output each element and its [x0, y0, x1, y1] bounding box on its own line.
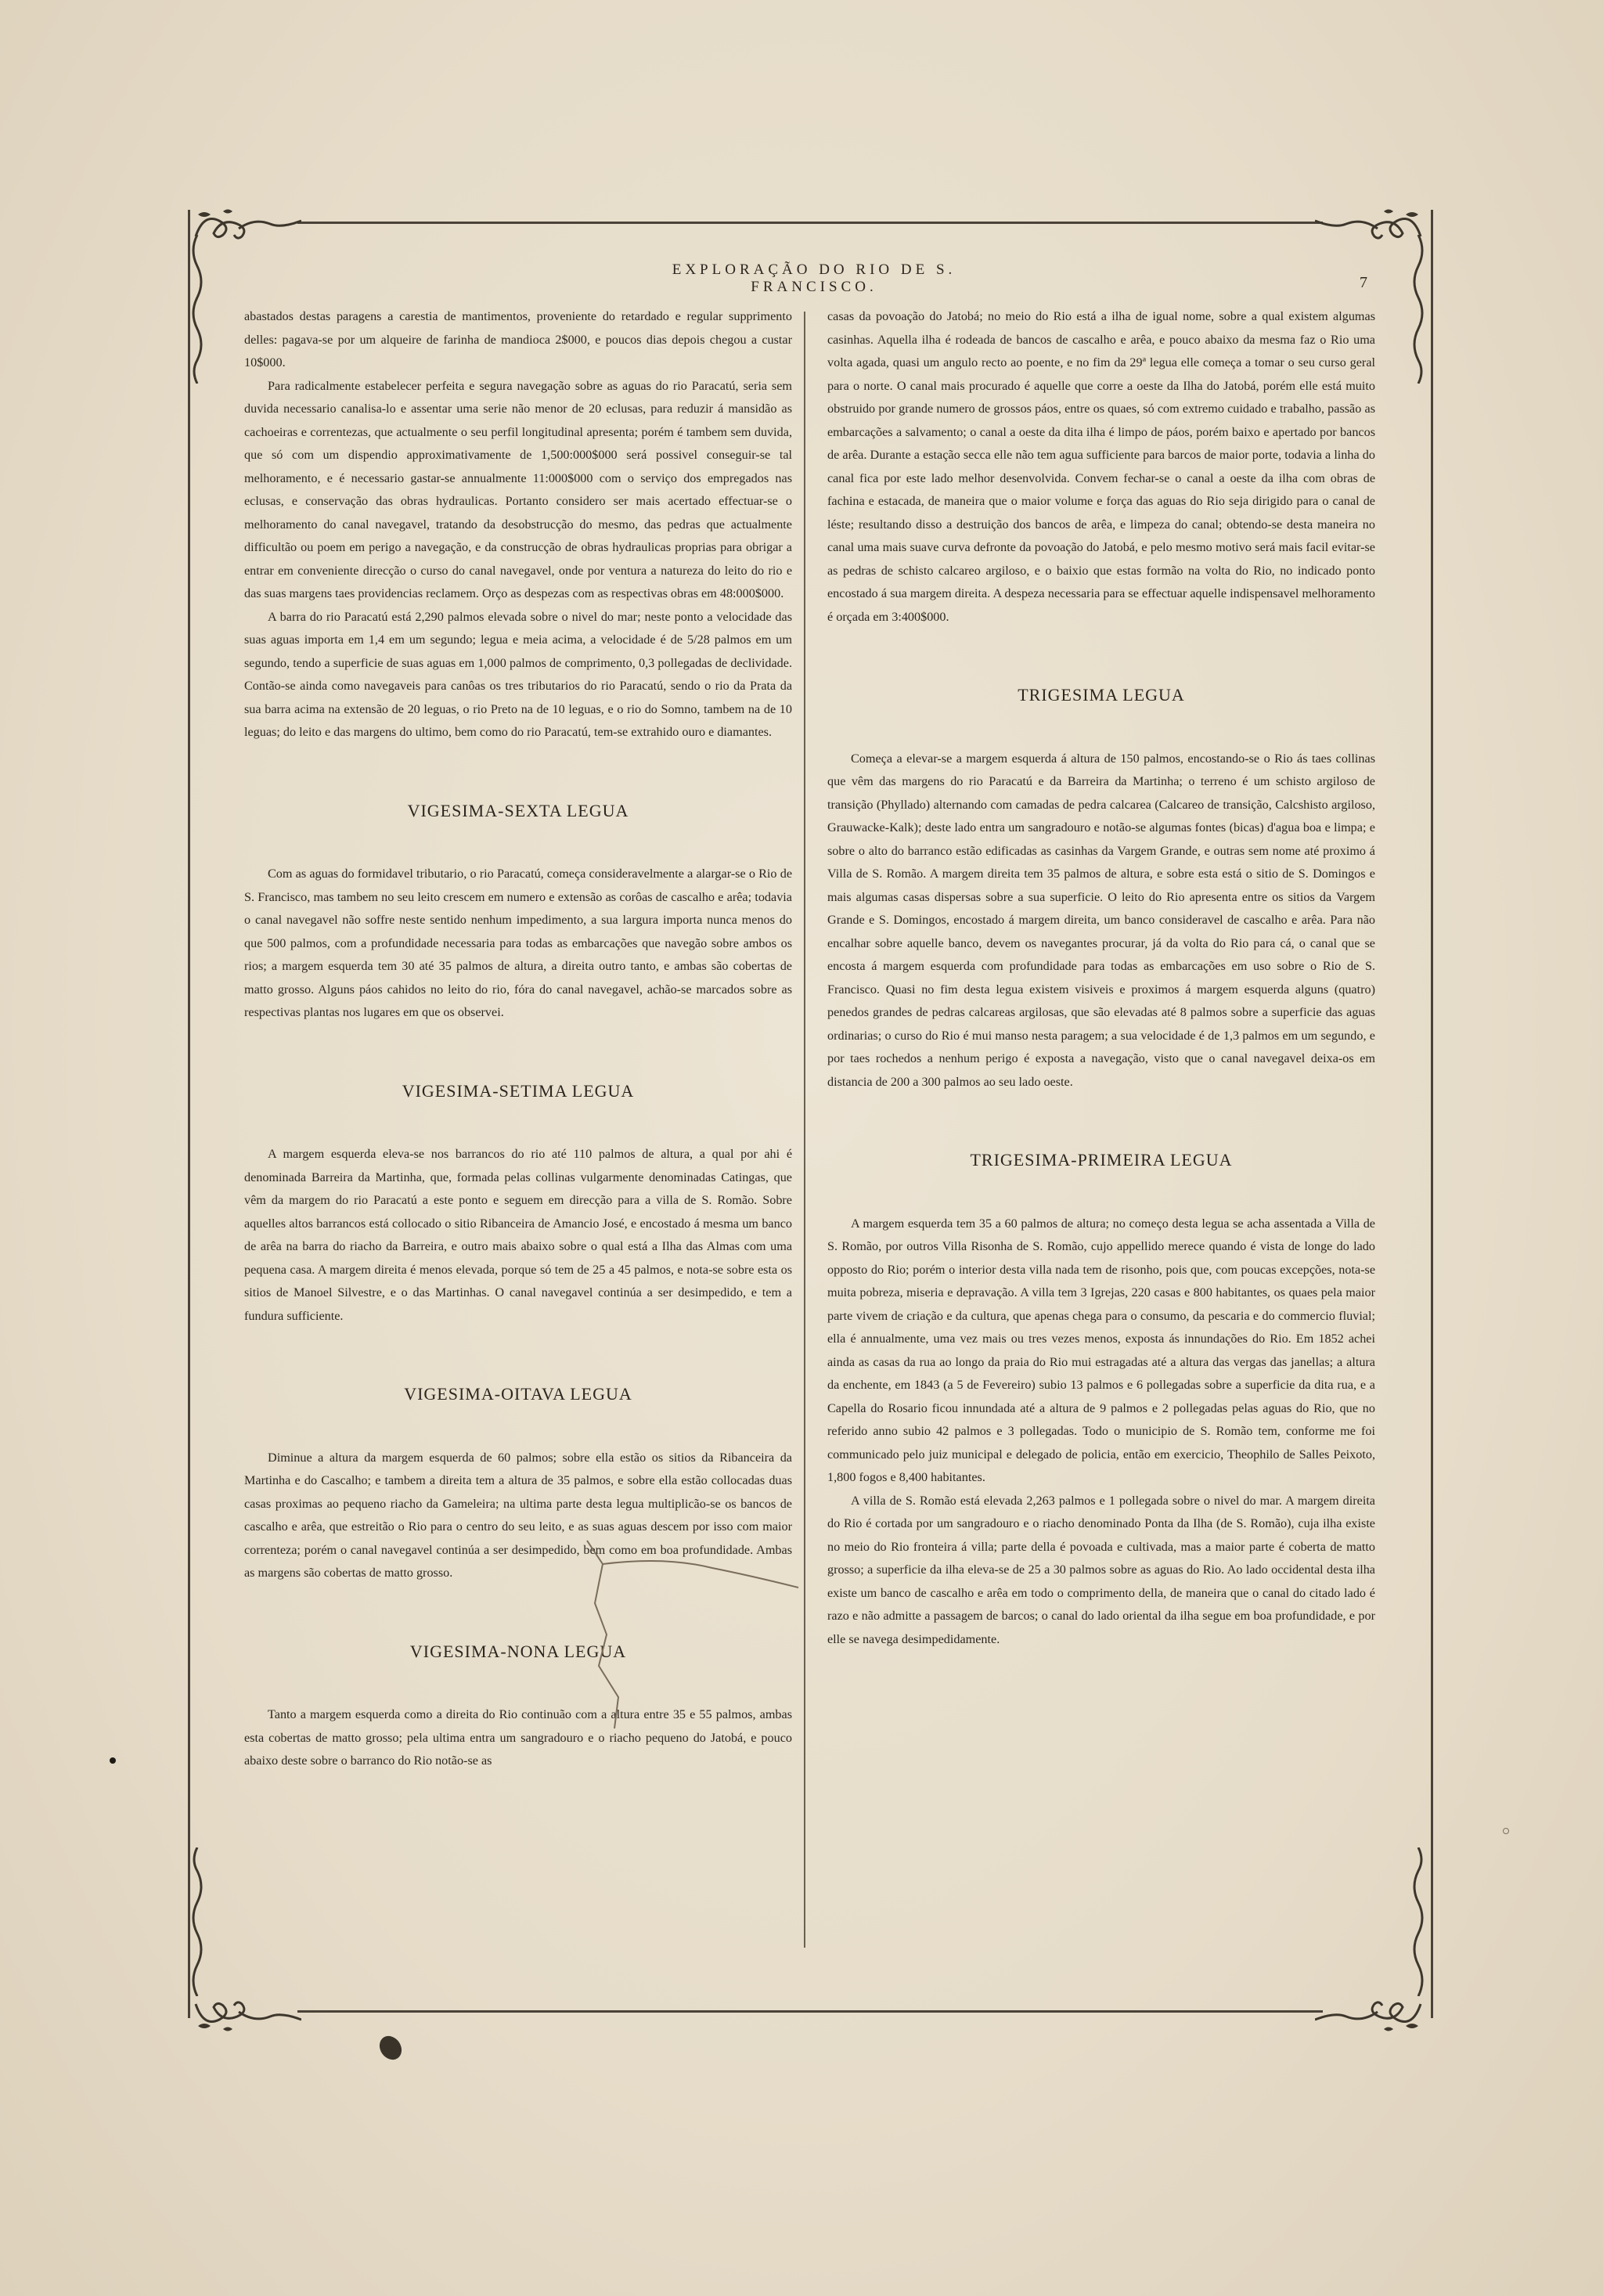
running-title: EXPLORAÇÃO DO RIO DE S. FRANCISCO. [672, 261, 956, 295]
paragraph: A margem esquerda tem 35 a 60 palmos de altura; no começo desta legua se acha assentada a Villa de S. Romão, por outros Villa Risonha de S. Romão, cujo appellido merece quando é vista de longe do lado opposto do Rio; porém o interior desta villa nada tem de risonho, pois que, com poucas excepções, nota-se muita pobreza, miseria e depravação. A villa tem 3 Igrejas, 220 casas e 800 habitantes, os quaes pela maior parte vivem de criação e da cultura, que apenas chega para o consumo, da pescaria e do commercio fluvial; ella é annualmente, uma vez mais ou tres vezes menos, exposta ás innundações do Rio. Em 1852 achei ainda as casas da rua ao longo da praia do Rio mui estragadas até a altura das vergas das janellas; a altura da enchente, em 1843 (a 5 de Fevereiro) subio 13 palmos e 6 pollegadas sobre a superficie da dita rua, e a Capella do Rosario ficou innundada até a altura de 9 palmos e 2 pollegadas pelas aguas do Rio, que no referido anno subio 42 palmos e 3 pollegadas. Todo o municipio de S. Romão tem, conforme me foi communicado pelo juiz municipal e delegado de policia, então em exercicio, Theophilo de Salles Peixoto, 1,800 fogos e 8,400 habitantes. [827, 1216, 1375, 1484]
corner-ornament-top-left [192, 205, 301, 252]
side-scroll-ornament [188, 1847, 207, 1996]
side-scroll-ornament [1409, 235, 1428, 384]
paragraph: A barra do rio Paracatú está 2,290 palmos elevada sobre o nivel do mar; neste ponto a velocidade das suas aguas importa em 1,4 em um segundo; legua e meia acima, a velocidade é de 5/28 palmos em um segundo, tendo a superficie de suas aguas em 1,000 palmos de comprimento, 0,3 pollegadas de declividade. Contão-se ainda como navegaveis para canôas os tres tributarios do rio Paracatú, sendo o rio da Prata da sua barra acima na extensão de 20 leguas, o rio Preto na de 10 leguas, e o rio do Somno, tambem na de 10 leguas; do leito e das margens do ultimo, bem como do rio Paracatú, tem-se extrahido ouro e diamantes. [244, 609, 792, 739]
right-column [827, 305, 1375, 1651]
paragraph: abastados destas paragens a carestia de mantimentos, proveniente do retardado e regular supprimento delles: pagava-se por um alqueire de farinha de mandioca 2$000, e poucos dias depois chegou a custar 10$000. [244, 309, 792, 369]
corner-ornament-top-right [1315, 205, 1425, 252]
bottom-rule [297, 2010, 1323, 2013]
paragraph: Com as aguas do formidavel tributario, o rio Paracatú, começa consideravelmente a alargar-se o Rio de S. Francisco, mas tambem no seu leito crescem em numero e extensão as corôas de cascalho e arêa; todavia o canal navegavel não soffre neste sentido nenhum impedimento, a sua largura importa nunca menos do que 500 palmos, com a profundidade necessaria para todas as embarcações que navegão sobre ambos os rios; a margem esquerda tem 30 até 35 palmos de altura, a direita outro tanto, e ambas são cobertas de matto grosso. Alguns páos cahidos no leito do rio, fóra do canal navegavel, achão-se marcados sobre as respectivas plantas nos lugares em que os observei. [244, 867, 792, 1019]
ink-dot [110, 1757, 116, 1764]
section-heading-27: VIGESIMA-SETIMA LEGUA [402, 1080, 635, 1101]
paragraph: A villa de S. Romão está elevada 2,263 palmos e 1 pollegada sobre o nivel do mar. A margem direita do Rio é cortada por um sangradouro e o riacho denominado Ponta da Ilha (de S. Romão), cuja ilha existe no meio do Rio fronteira á villa; parte della é povoada e cultivada, mas a maior parte é coberta de matto grosso; a superficie da ilha eleva-se de 25 a 30 palmos sobre as aguas do Rio. Ao lado occidental desta ilha existe um banco de cascalho e arêa em todo o comprimento della, de maneira que o canal do citado lado é razo e não admitte a passagem de barcos; o canal do lado oriental da ilha segue em boa profundidade, e por elle se navega desimpedidamente. [827, 1493, 1375, 1646]
paper-mark [1503, 1828, 1509, 1834]
paragraph: casas da povoação do Jatobá; no meio do Rio está a ilha de igual nome, sobre a qual existem algumas casinhas. Aquella ilha é rodeada de bancos de cascalho e arêa, e pouco abaixo da mesma faz o Rio uma volta agada, quasi um angulo recto ao poente, e no fim da 29ª legua elle começa a tomar o seu curso geral para o norte. O canal mais procurado é aquelle que corre a oeste da Ilha do Jatobá, porém elle está muito obstruido por grande numero de grossos páos, entre os quaes, só com extremo cuidado e trabalho, passão as embarcações a salvamento; o canal a oeste da dita ilha é limpo de páos, porém baixo e apertado por bancos de arêa. Durante a estação secca elle não tem agua sufficiente para barcos de maior porte, todavia a linha do canal fica por este lado melhor desenvolvida. Convem fechar-se o canal a oeste da ilha com obras de fachina e estacada, de maneira que o maior volume e força das aguas do Rio seja dirigido para o canal de léste; resultando disso a destruição dos bancos de arêa, e limpeza do canal; obtendo-se desta maneira no canal uma mais suave curva defronte da povoação do Jatobá, e pelo mesmo motivo será mais facil evitar-se as pedras de schisto calcareo argiloso, e o baixio que estas formão na volta do Rio, no indicado ponto encostado á sua margem direita. A despeza necessaria para se effectuar aquelle indispensavel melhoramento é orçada em 3:400$000. [827, 309, 1375, 624]
page-number: 7 [1360, 274, 1367, 291]
section-heading-31: TRIGESIMA-PRIMEIRA LEGUA [970, 1150, 1233, 1170]
paragraph: Tanto a margem esquerda como a direita do Rio continuão com a altura entre 35 e 55 palmos, ambas esta cobertas de matto grosso; pela ultima entra um sangradouro e o riacho pequeno do Jatobá, e pouco abaixo deste sobre o barranco do Rio notão-se as [244, 1707, 792, 1768]
section-heading-30: TRIGESIMA LEGUA [1018, 685, 1185, 705]
paragraph: Diminue a altura da margem esquerda de 60 palmos; sobre ella estão os sitios da Ribanceira da Martinha e do Cascalho; e tambem a direita tem a altura de 35 palmos, e sobre ella estão collocadas duas casas proximas ao pequeno riacho da Gameleira; na ultima parte desta legua multiplicão-se os bancos de cascalho e arêa, que estreitão o Rio para o centro do seu leito, e as suas aguas descem por isso com maior correnteza; porém o canal navegavel continúa a ser desimpedido, bem como em boa profundidade. Ambas as margens são cobertas de matto grosso. [244, 1450, 792, 1580]
paragraph: Para radicalmente estabelecer perfeita e segura navegação sobre as aguas do rio Paracatú, seria sem duvida necessario canalisa-lo e assentar uma serie não menor de 20 eclusas, para reduzir á mansidão as cachoeiras e correntezas, que actualmente o seu perfil longitudinal apresenta; porém é tambem sem duvida, que só com um dispendio approximativamente de 1,500:000$000 será possivel conseguir-se tal melhoramento, e é necessario gastar-se annualmente 11:000$000 com o serviço dos empregados nas eclusas, e conservação das obras hydraulicas. Portanto considero ser mais acertado effectuar-se o melhoramento do canal navegavel, tratando da desobstrucção do mesmo, das pedras que actualmente difficultão ou poem em perigo a navegação, e da construcção de obras hydraulicas proprias para obrigar a entrar em conveniente direcção o curso do canal navegavel, onde por ventura a natureza do leito do rio e das suas margens taes providencias reclamem. Orço as despezas com as respectivas obras em 48:000$000. [244, 378, 792, 600]
side-scroll-ornament [1409, 1847, 1428, 1996]
corner-ornament-bottom-left [192, 1988, 301, 2035]
side-scroll-ornament [188, 235, 207, 384]
corner-ornament-bottom-right [1315, 1988, 1425, 2035]
paper-tear-mark [571, 1533, 806, 1736]
section-heading-26: VIGESIMA-SEXTA LEGUA [407, 800, 629, 820]
paragraph: Começa a elevar-se a margem esquerda á altura de 150 palmos, encostando-se o Rio ás taes collinas que vêm das margens do rio Paracatú e da Barreira da Martinha; o terreno é um schisto argiloso de transição (Phyllado) alternando com camadas de pedra calcarea (Calcareo de transição, Calcshisto argiloso, Grauwacke-Kalk); deste lado entra um sangradouro e notão-se algumas fontes (bicas) d'agua boa e limpa; e sobre o alto do barranco estão edificadas as casinhas da Vargem Grande, e outras sem nome até proximo á Villa de S. Romão. A margem direita tem 35 palmos de altura, e sobre esta está o sitio de S. Domingos e mais algumas casas dispersas sobre a sua superficie. O leito do Rio apresenta entre os sitios da Vargem Grande e S. Domingos, encostado á margem direita, um banco consideravel de cascalho e arêa. Para não encalhar sobre aquelle banco, devem os navegantes procurar, já da volta do Rio para cá, o canal que se encosta á margem esquerda com profundidade para todas as embarcações em uso sobre o Rio de S. Francisco. Quasi no fim desta legua existem visiveis e proximos á margem esquerda alguns (quatro) penedos grandes de pedras calcareas argilosas, que são elevadas até 8 palmos sobre a superficie das aguas ordinarias; o curso do Rio é mui manso nesta paragem; a sua velocidade é de 1,3 palmos em um segundo, e por taes rochedos a nenhum perigo é exposta a navegação, visto que o canal navegavel deixa-os em distancia de 200 a 300 palmos ao seu lado oeste. [827, 751, 1375, 1089]
section-heading-28: VIGESIMA-OITAVA LEGUA [404, 1384, 632, 1404]
paragraph: A margem esquerda eleva-se nos barrancos do rio até 110 palmos de altura, a qual por ahi é denominada Barreira da Martinha, que, formada pelas collinas vulgarmente denominadas Catingas, que vêm da margem do rio Paracatú a este ponto e seguem em direcção para a villa de S. Romão. Sobre aquelles altos barrancos está collocado o sitio Ribanceira de Amancio José, e encostado á mesma um banco de arêa na barra do riacho da Barreira, e outro mais abaixo sobre o qual está a Ilha das Almas com uma pequena casa. A margem direita é menos elevada, porque só tem de 25 a 45 palmos, e nota-se sobre esta os sitios de Manoel Silvestre, e o das Martinhas. O canal navegavel continúa a ser desimpedido, e tem a fundura sufficiente. [244, 1147, 792, 1323]
top-rule [297, 222, 1323, 224]
section-heading-29: VIGESIMA-NONA LEGUA [409, 1641, 627, 1661]
